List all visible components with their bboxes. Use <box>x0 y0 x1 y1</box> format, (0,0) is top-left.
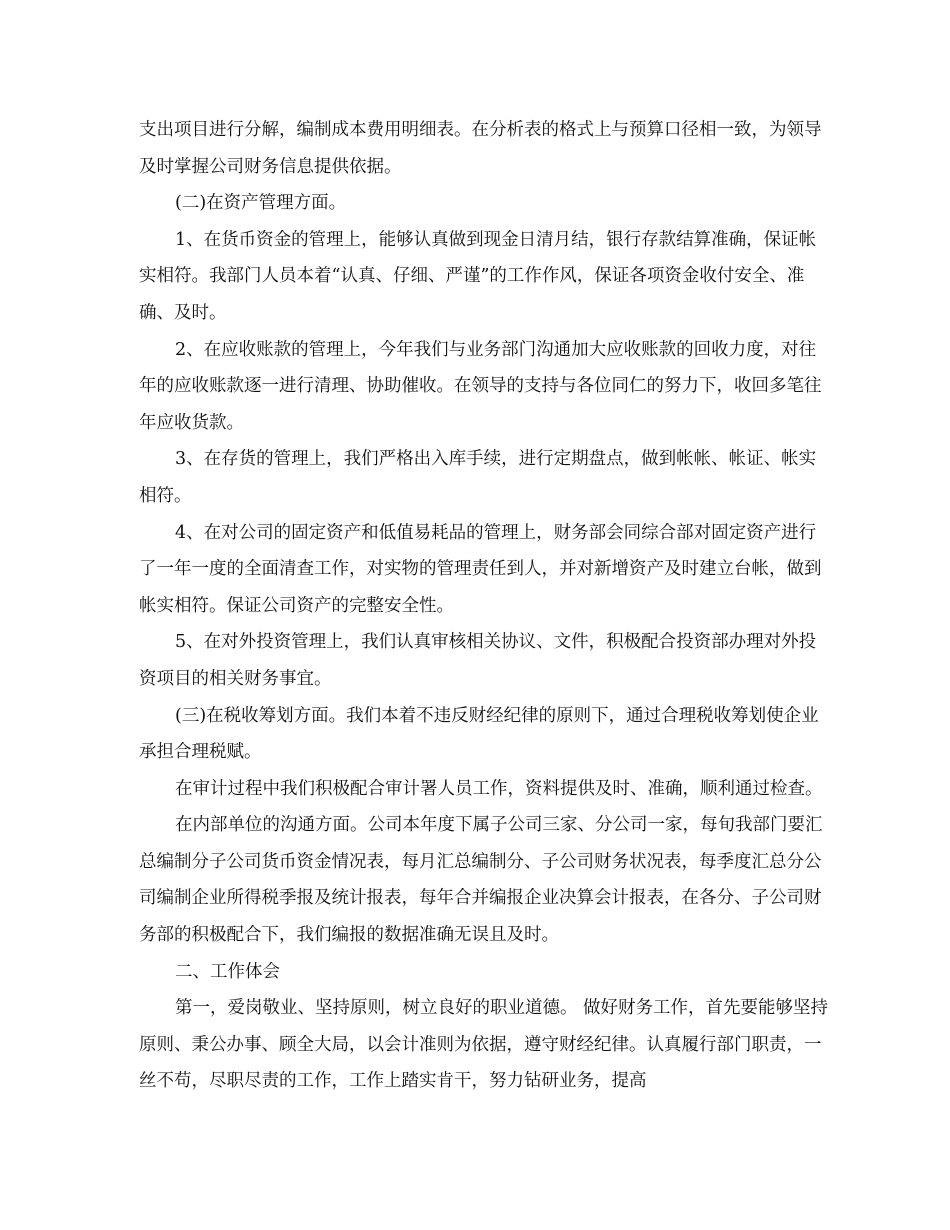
section-heading: 二、工作体会 <box>175 961 280 982</box>
paragraph-4: 2、在应收账款的管理上，今年我们与业务部门沟通加大应收账款的回收力度，对往年的应收账款逐一进行清理、协助催收。在领导的支持与各位同仁的努力下，收回多笔往年应收货款。 <box>139 339 822 433</box>
document-body <box>139 112 829 1100</box>
paragraph-1: 支出项目进行分解，编制成本费用明细表。在分析表的格式上与预算口径相一致，为领导及时掌握公司财务信息提供依据。 <box>139 120 822 177</box>
paragraph-6: 4、在对公司的固定资产和低值易耗品的管理上，财务部会同综合部对固定资产进行了一年一度的全面清查工作，对实物的管理责任到人，并对新增资产及时建立台帐，做到帐实相符。保证公司资产的完整安全性。 <box>139 522 822 616</box>
paragraph-7: 5、在对外投资管理上，我们认真审核相关协议、文件，积极配合投资部办理对外投资项目的相关财务事宜。 <box>139 632 817 689</box>
paragraph-9: 在审计过程中我们积极配合审计署人员工作，资料提供及时、准确，顺利通过检查。 <box>175 778 823 799</box>
paragraph-2: (二)在资产管理方面。 <box>175 193 347 214</box>
paragraph-10: 在内部单位的沟通方面。公司本年度下属子公司三家、分公司一家，每旬我部门要汇总编制分子公司货币资金情况表，每月汇总编制分、子公司财务状况表，每季度汇总分公司编制企业所得税季报及统计报表，每年合并编报企业决算会计报表，在各分、子公司财务部的积极配合下，我们编报的数据准确无误且及时。 <box>139 815 823 946</box>
paragraph-5: 3、在存货的管理上，我们严格出入库手续，进行定期盘点，做到帐帐、帐证、帐实相符。 <box>139 449 817 506</box>
paragraph-12: 第一，爱岗敬业、坚持原则，树立良好的职业道德。 做好财务工作，首先要能够坚持原则、秉公办事、顾全大局，以会计准则为依据，遵守财经纪律。认真履行部门职责，一丝不苟，尽职尽责的工作，工作上踏实肯干，努力钻研业务，提高 <box>139 998 829 1092</box>
paragraph-8: (三)在税收筹划方面。我们本着不违反财经纪律的原则下，通过合理税收筹划使企业承担合理税赋。 <box>139 705 819 763</box>
paragraph-3: 1、在货币资金的管理上，能够认真做到现金日清月结，银行存款结算准确，保证帐实相符。我部门人员本着“认真、仔细、严谨”的工作作风，保证各项资金收付安全、准确、及时。 <box>139 229 817 323</box>
